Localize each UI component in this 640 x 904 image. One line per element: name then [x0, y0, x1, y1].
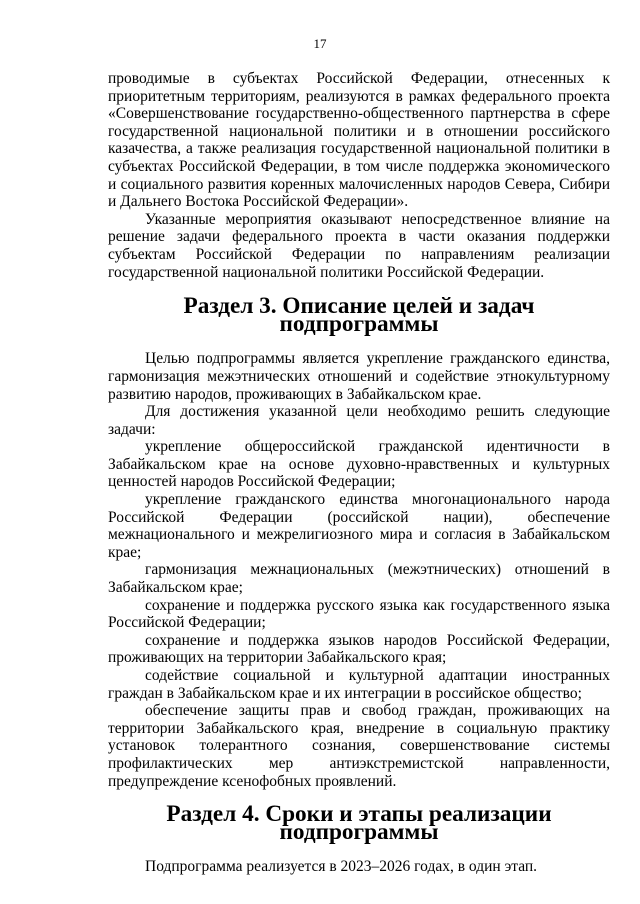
- section-4-heading: Раздел 4. Сроки и этапы реализации подпрограммы: [166, 801, 552, 845]
- page-number: 17: [313, 36, 327, 51]
- section-3-heading: Раздел 3. Описание целей и задач подпрограммы: [183, 293, 535, 337]
- task-item: сохранение и поддержка языков народов Российской Федерации, проживающих на территории Забайкальского края;: [108, 631, 610, 667]
- paragraph-continued: проводимые в субъектах Российской Федерации, отнесенных к приоритетным территориям, реализуются в рамках федерального проекта «Совершенствование государственно-общественного партнерства в сфере государственной национальной политики и в отношении российского казачества, а также реализация государственной национальной политики в субъектах Российской Федерации, в том числе поддержка экономического и социального развития коренных малочисленных народов Севера, Сибири и Дальнего Востока Российской Федерации».: [108, 70, 610, 211]
- task-item: гармонизация межнациональных (межэтнических) отношений в Забайкальском крае;: [108, 561, 610, 597]
- task-item: укрепление общероссийской гражданской идентичности в Забайкальском крае на основе духовно-нравственных и культурных ценностей народов Российской Федерации;: [108, 438, 610, 491]
- paragraph: Указанные мероприятия оказывают непосредственное влияние на решение задачи федерального проекта в части оказания поддержки субъектам Российской Федерации по направлениям реализации государственной национальной политики Российской Федерации.: [108, 210, 610, 281]
- task-item: укрепление гражданского единства многонационального народа Российской Федерации (российской нации), обеспечение межнационального и межрелигиозного мира и согласия в Забайкальском крае;: [108, 491, 610, 561]
- paragraph-goal: Целью подпрограммы является укрепление гражданского единства, гармонизация межэтнических отношений и содействие этнокультурному развитию народов, проживающих в Забайкальском крае.: [108, 350, 610, 403]
- paragraph-tasks-intro: Для достижения указанной цели необходимо решить следующие задачи:: [108, 403, 610, 438]
- task-item: содействие социальной и культурной адаптации иностранных граждан в Забайкальском крае и их интеграции в российское общество;: [108, 667, 610, 702]
- document-body: [108, 70, 610, 876]
- task-item: обеспечение защиты прав и свобод граждан, проживающих на территории Забайкальского края, внедрение в социальную практику установок толерантного сознания, совершенствование системы профилактических мер антиэкстремистской направленности, предупреждение ксенофобных проявлений.: [108, 702, 610, 790]
- paragraph-timeline: Подпрограмма реализуется в 2023–2026 годах, в один этап.: [145, 858, 538, 876]
- task-item: сохранение и поддержка русского языка как государственного языка Российской Федерации;: [108, 596, 610, 632]
